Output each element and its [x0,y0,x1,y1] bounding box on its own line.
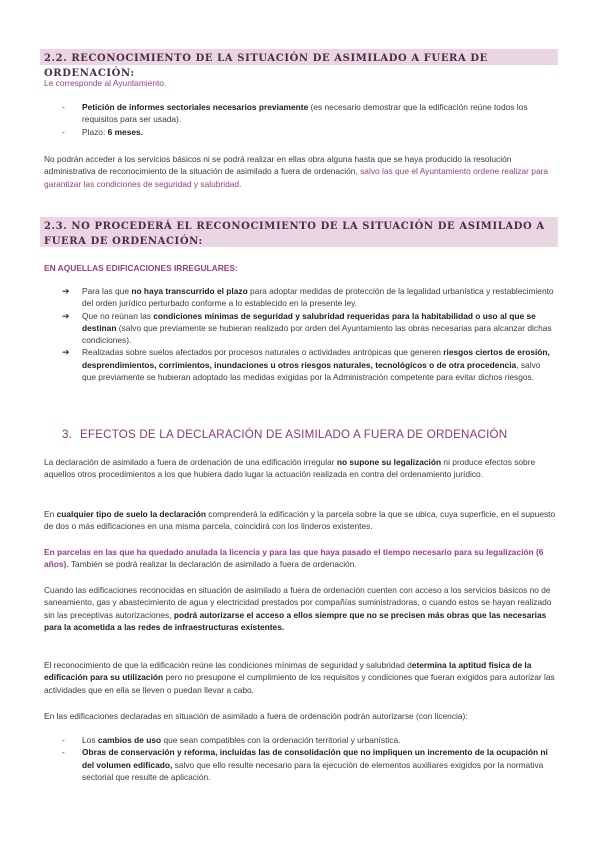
section-2-3-header [40,217,558,247]
dash-bullet: - [62,126,65,137]
section-2-3-heading: 2.3. NO PROCEDERÁ EL RECONOCIMIENTO DE LA SITUACIÓN DE ASIMILADO A FUERA DE ORDENACIÓN: [44,221,545,247]
section-3-paragraph-5: El reconocimiento de que la edificación reúne las condiciones mínimas de seguridad y salubridad determina la aptitud física de la edificación para su utilización pero no presupone el cumplimiento de los requisitos y condiciones que fueran exigidos para autorizar las actividades que en ella se lleven o puedan llevar a cabo. [44,660,555,695]
section-2-2-paragraph: No podrán acceder a los servicios básicos ni se podrá realizar en ellas obra alguna hasta que se haya producido la resolución administrativa de reconocimiento de la situación de asimilado a fuera de ordenación, salvo las que el Ayuntamiento ordene realizar para garantizar las condiciones de seguridad y salubridad. [44,154,549,189]
section-3-paragraph-4: Cuando las edificaciones reconocidas en situación de asimilado a fuera de ordenación cuenten con acceso a los servicios básicos no de saneamiento, gas y abastecimiento de agua y electricidad prestados por compañías suministradoras, o cuando estos se hayan realizado sin las preceptivas autorizaciones, podrá autorizarse el acceso a ellos siempre que no se precisen más obras que las necesarias para la acometida a las redes de infraestructuras existentes. [44,585,552,632]
section-2-2-intro: Le corresponde al Ayuntamiento. [44,78,167,88]
arrow-right-icon: ➔ [62,286,70,296]
section-2-2-heading: 2.2. RECONOCIMIENTO DE LA SITUACIÓN DE ASIMILADO A FUERA DE ORDENACIÓN: [44,53,488,79]
list-item: - Los cambios de uso que sean compatibles con la ordenación territorial y urbanística. [62,735,401,745]
section-3-paragraph-3: En parcelas en las que ha quedado anulada la licencia y para las que haya pasado el tiempo necesario para su legalización (6 años). También se podrá realizar la declaración de asimilado a fuera de ordenación. [44,547,544,570]
dash-bullet: - [62,747,65,758]
list-item: ➔ Realizadas sobre suelos afectados por procesos naturales o actividades antrópicas que generen riesgos ciertos de erosión, desprendimientos, corrimientos, inundaciones u otros riesgos naturales, tecnológicos o de otra procedencia, salvo que previamente se hubieran adoptado las medidas exigidas por la Administración competente para evitar dichos riesgos. [62,347,550,383]
dash-bullet: - [62,102,65,112]
section-3-paragraph-6: En las edificaciones declaradas en situación de asimilado a fuera de ordenación podrán autorizarse (con licencia): [44,711,468,721]
list-item: ➔ Que no reúnan las condiciones mínimas de seguridad y salubridad requeridas para la habitabilidad o uso al que se destinan (salvo que previamente se hubieran realizado por orden del Ayuntamiento las obras necesarias para alcanzar dichas condiciones). [62,310,552,346]
section-3-paragraph-1: La declaración de asimilado a fuera de ordenación de una edificación irregular no supone su legalización ni produce efectos sobre aquellos otros procedimientos a los que hubiera dado lugar la actuación realizada en contra del ordenamiento jurídico. [44,457,536,480]
section-3-heading: 3. EFECTOS DE LA DECLARACIÓN DE ASIMILADO A FUERA DE ORDENACIÓN [62,428,508,441]
dash-bullet: - [62,735,65,745]
arrow-right-icon: ➔ [62,310,70,321]
list-item: - Petición de informes sectoriales necesarios previamente (es necesario demostrar que la edificación reúne todos los requisitos para ser usada). [62,102,528,125]
arrow-right-icon: ➔ [62,347,70,358]
list-item: - Obras de conservación y reforma, incluidas las de consolidación que no impliquen un incremento de la ocupación ni del volumen edificado, salvo que ello resulte necesario para la ejecución de elementos auxiliares exigidos por la normativa sectorial que resulte de aplicación. [62,747,548,782]
list-item: - Plazo: 6 meses. [62,126,143,137]
section-3-list [62,734,556,783]
section-2-3-subheading: EN AQUELLAS EDIFICACIONES IRREGULARES: [44,263,238,273]
section-2-2-header [40,49,558,79]
section-2-3-list [62,285,556,383]
section-3-paragraph-2: En cualquier tipo de suelo la declaración comprenderá la edificación y la parcela sobre la que se ubica, cuya superficie, en el supuesto de dos o más edificaciones en una misma parcela, coincidirá con los linderos existentes. [44,509,556,532]
section-2-2-list [62,101,552,138]
list-item: ➔ Para las que no haya transcurrido el plazo para adoptar medidas de protección de la legalidad urbanística y restablecimiento del orden jurídico perturbado conforme a lo establecido en la presente ley. [62,286,554,309]
